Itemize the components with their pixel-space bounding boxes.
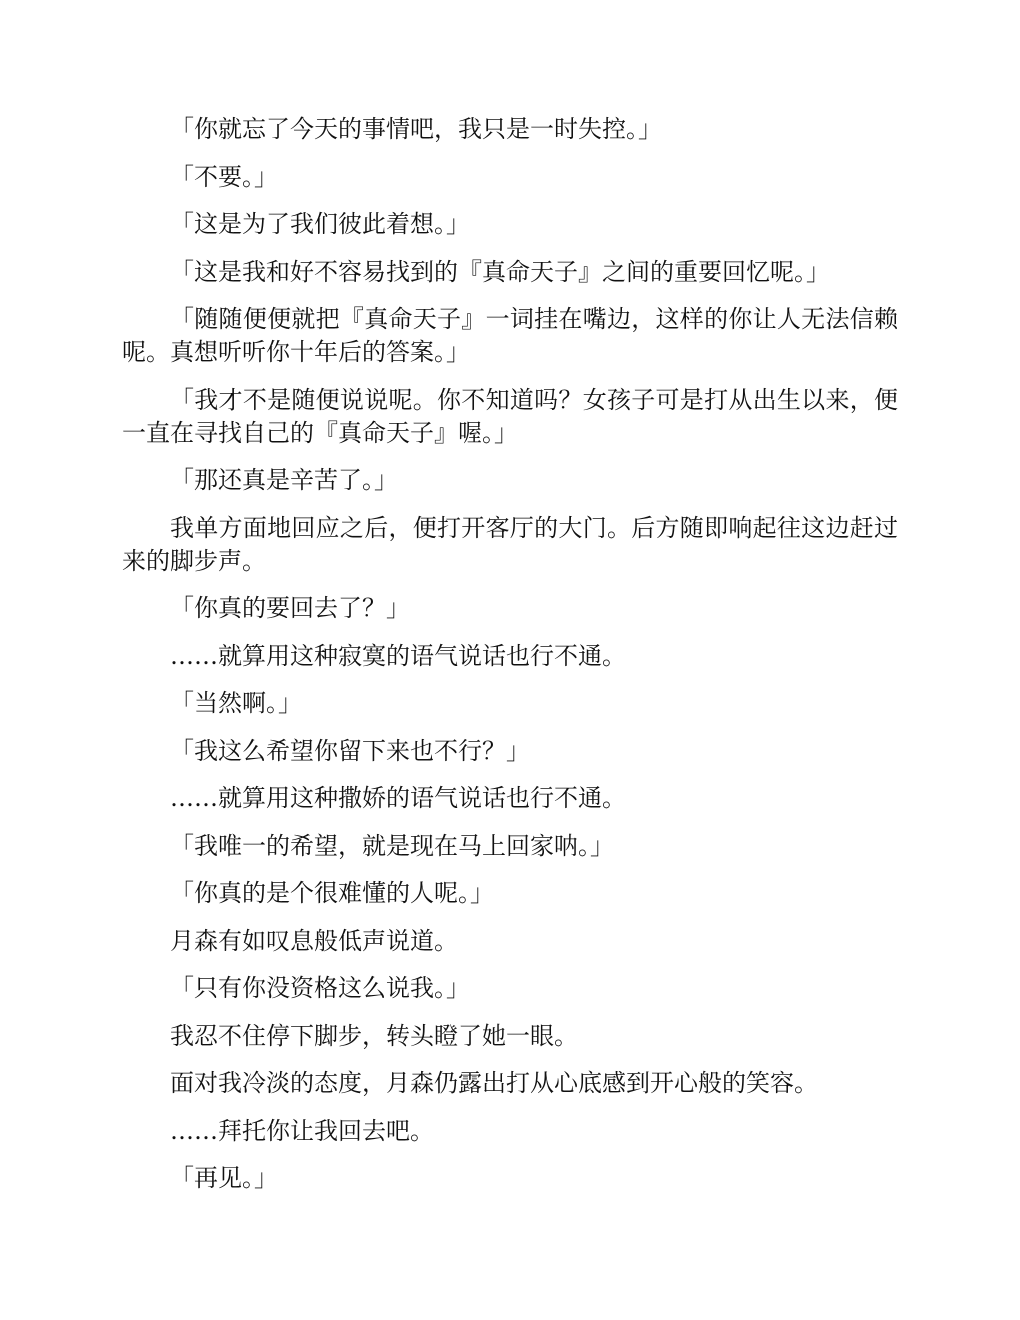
paragraph-9: 「你真的要回去了？」 xyxy=(170,594,410,622)
paragraph-7: 「那还真是辛苦了。」 xyxy=(170,466,398,494)
paragraph-21: 「再见。」 xyxy=(170,1164,278,1192)
paragraph-14: 「我唯一的希望，就是现在马上回家呐。」 xyxy=(170,831,614,860)
paragraph-15: 「你真的是个很难懂的人呢。」 xyxy=(170,879,494,907)
paragraph-4: 「这是我和好不容易找到的『真命天子』之间的重要回忆呢。」 xyxy=(170,257,830,286)
paragraph-17: 「只有你没资格这么说我。」 xyxy=(170,974,470,1002)
paragraph-16: 月森有如叹息般低声说道。 xyxy=(170,926,458,955)
paragraph-8: 我单方面地回应之后，便打开客厅的大门。后方随即响起往这边赶过来的脚步声。 xyxy=(122,513,898,575)
paragraph-19: 面对我冷淡的态度，月森仍露出打从心底感到开心般的笑容。 xyxy=(170,1069,818,1097)
paragraph-11: 「当然啊。」 xyxy=(170,689,302,717)
paragraph-1: 「你就忘了今天的事情吧，我只是一时失控。」 xyxy=(170,115,662,143)
paragraph-10: ……就算用这种寂寞的语气说话也行不通。 xyxy=(170,641,626,670)
paragraph-6: 「我才不是随便说说呢。你不知道吗？女孩子可是打从出生以来，便一直在寻找自己的『真命天子』喔。」 xyxy=(122,385,898,447)
body-text xyxy=(122,113,898,1210)
paragraph-3: 「这是为了我们彼此着想。」 xyxy=(170,210,470,238)
paragraph-20: ……拜托你让我回去吧。 xyxy=(170,1116,434,1145)
paragraph-18: 我忍不住停下脚步，转头瞪了她一眼。 xyxy=(170,1021,578,1050)
paragraph-2: 「不要。」 xyxy=(170,162,278,191)
paragraph-12: 「我这么希望你留下来也不行？」 xyxy=(170,736,530,765)
paragraph-13: ……就算用这种撒娇的语气说话也行不通。 xyxy=(170,784,626,812)
paragraph-5: 「随随便便就把『真命天子』一词挂在嘴边，这样的你让人无法信赖呢。真想听听你十年后的答案。」 xyxy=(122,305,898,366)
